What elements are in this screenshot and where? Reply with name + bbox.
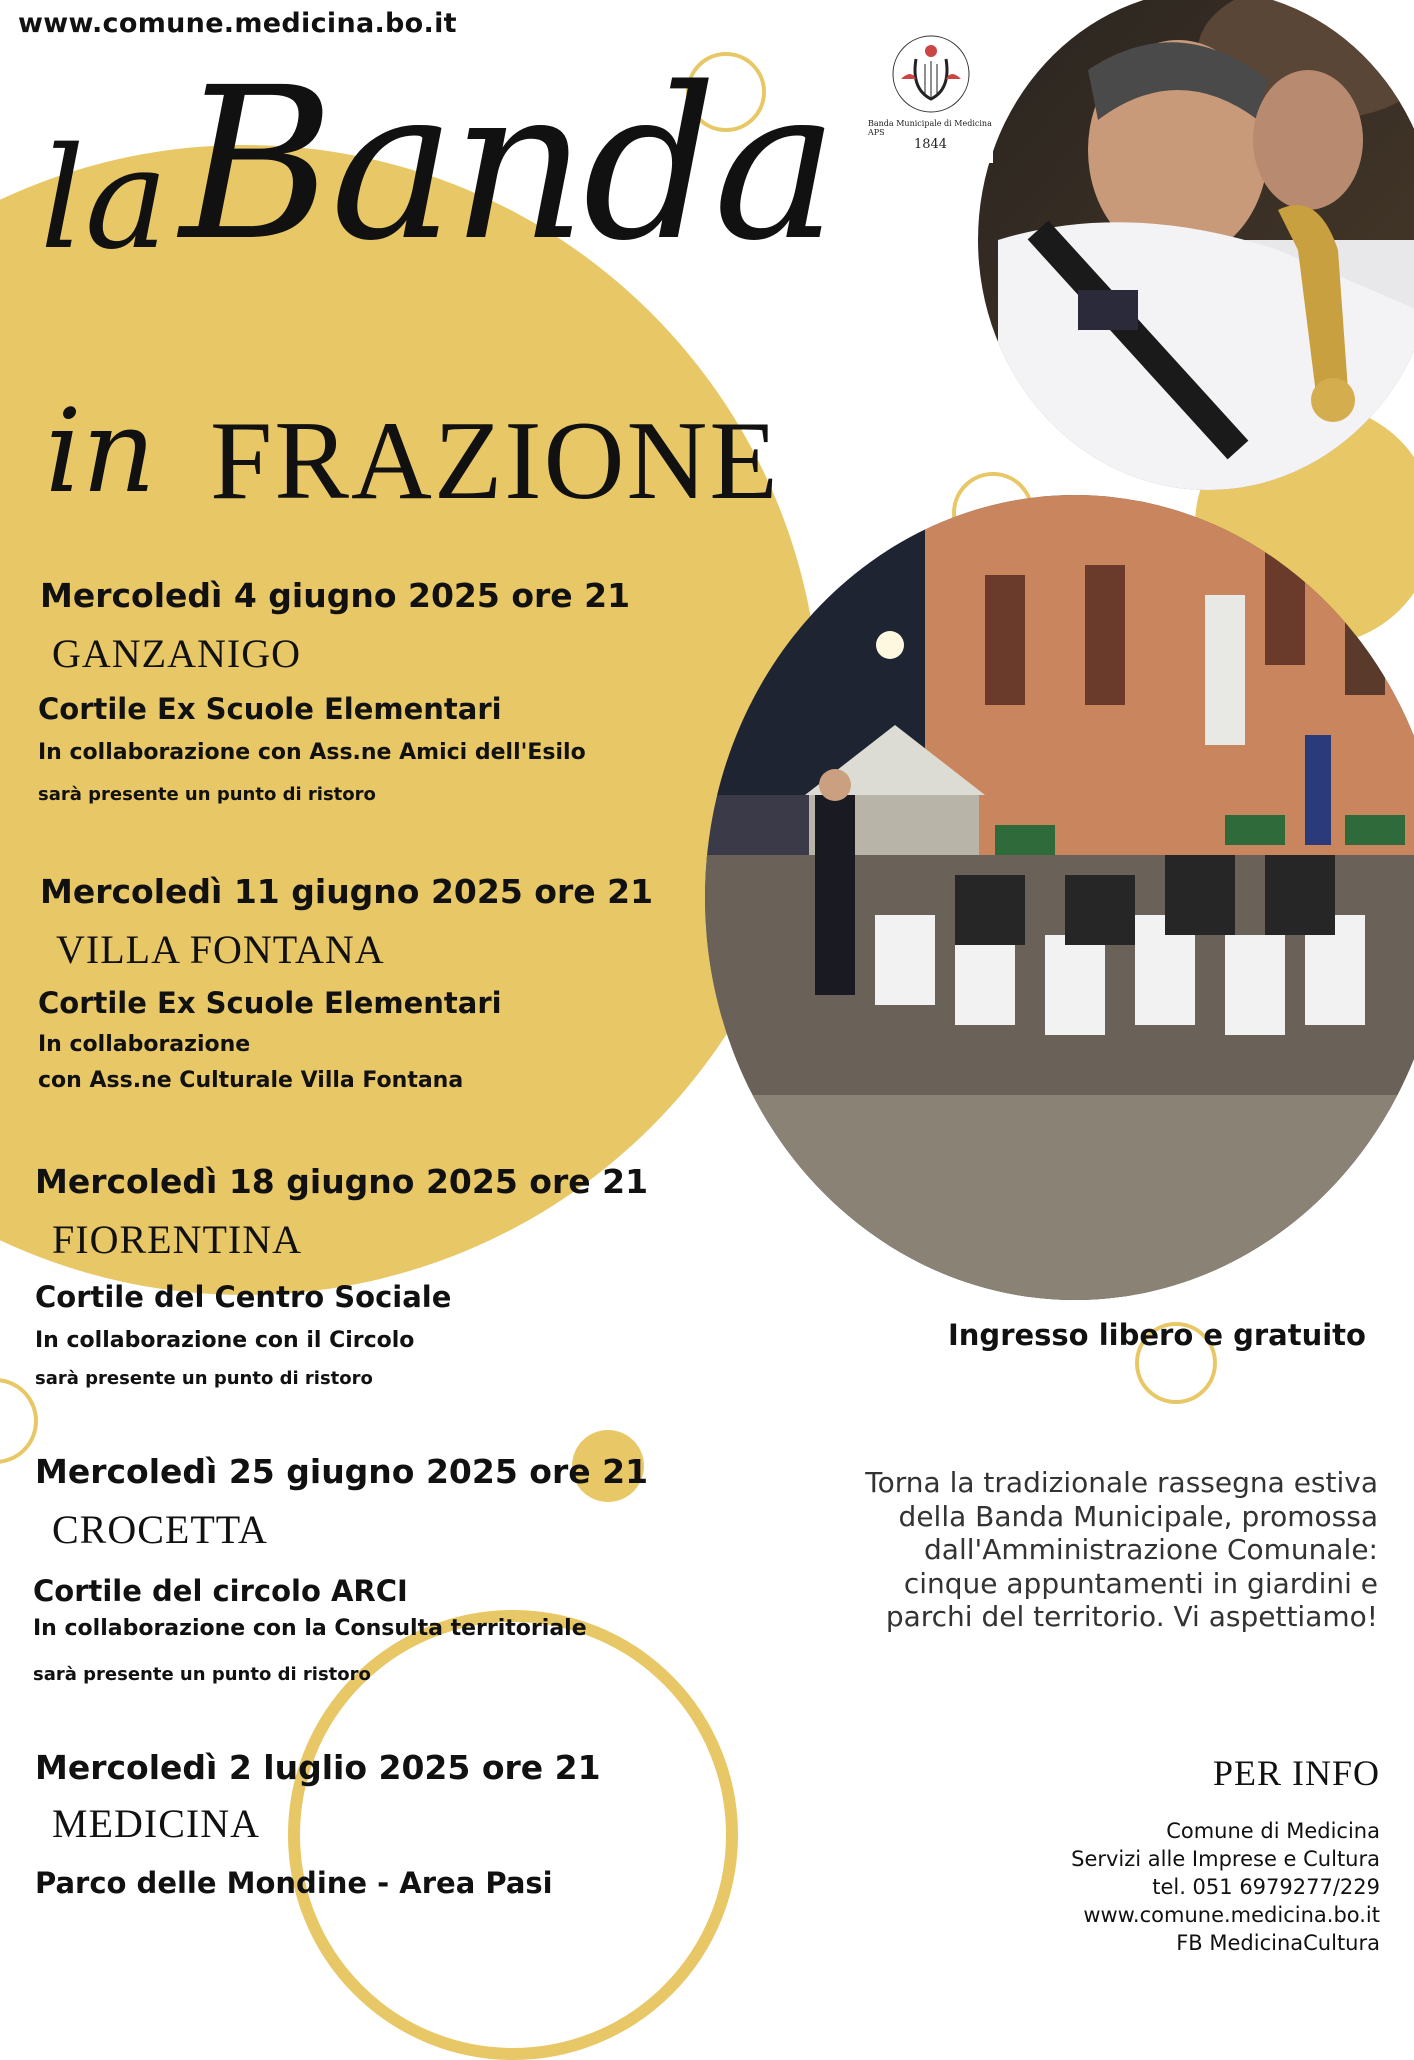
logo-year: 1844	[913, 137, 948, 152]
title-in: in	[45, 385, 156, 519]
contact-website: www.comune.medicina.bo.it	[1083, 1902, 1380, 1927]
contact-facebook: FB MedicinaCultura	[1176, 1930, 1380, 1955]
per-info-heading: PER INFO	[1212, 1753, 1380, 1793]
contact-phone: tel. 051 6979277/229	[1152, 1874, 1380, 1899]
ring-left-edge	[0, 1378, 38, 1464]
band-concert-photo	[705, 495, 1414, 1300]
title-banda: Banda	[180, 42, 835, 287]
event-2-place: VILLA FONTANA	[56, 927, 385, 972]
event-5-venue: Parco delle Mondine - Area Pasi	[35, 1866, 553, 1900]
contact-line: Servizi alle Imprese e Cultura	[1071, 1846, 1380, 1871]
event-2-venue: Cortile Ex Scuole Elementari	[38, 986, 502, 1020]
logo-caption: Banda Municipale di Medicina APS	[868, 119, 992, 137]
contact-info	[1071, 1818, 1380, 1958]
event-3-place: FIORENTINA	[52, 1217, 302, 1262]
event-2-note: In collaborazione	[38, 1032, 251, 1057]
event-1-place: GANZANIGO	[52, 631, 301, 676]
ingresso-libero: Ingresso libero e gratuito	[948, 1318, 1366, 1352]
event-3-venue: Cortile del Centro Sociale	[35, 1280, 452, 1314]
intro-line: Torna la tradizionale rassegna estiva	[865, 1466, 1378, 1499]
event-5-place: MEDICINA	[52, 1801, 260, 1846]
event-1-extra: sarà presente un punto di ristoro	[38, 784, 376, 805]
event-4-date: Mercoledì 25 giugno 2025 ore 21	[35, 1452, 649, 1491]
intro-line: parchi del territorio. Vi aspettiamo!	[885, 1600, 1378, 1634]
intro-line: della Banda Municipale, promossa	[898, 1499, 1378, 1533]
event-1-venue: Cortile Ex Scuole Elementari	[38, 692, 502, 726]
contact-line: Comune di Medicina	[1166, 1819, 1380, 1843]
intro-line: cinque appuntamenti in giardini e	[903, 1566, 1378, 1600]
event-1-note: In collaborazione con Ass.ne Amici dell'Esilo	[38, 740, 586, 765]
title-la: la	[40, 118, 169, 281]
event-2-note-2: con Ass.ne Culturale Villa Fontana	[38, 1068, 464, 1093]
event-4-note: In collaborazione con la Consulta territoriale	[33, 1616, 587, 1641]
banda-logo	[868, 18, 993, 163]
event-3-extra: sarà presente un punto di ristoro	[35, 1368, 373, 1389]
event-3-date: Mercoledì 18 giugno 2025 ore 21	[35, 1162, 649, 1201]
saxophone-player-photo	[978, 0, 1414, 490]
event-4-extra: sarà presente un punto di ristoro	[33, 1664, 371, 1685]
lyre-emblem-icon	[891, 29, 971, 119]
site-url: www.comune.medicina.bo.it	[18, 8, 457, 39]
event-4-venue: Cortile del circolo ARCI	[33, 1574, 408, 1608]
event-3-note: In collaborazione con il Circolo	[35, 1328, 415, 1353]
event-2-date: Mercoledì 11 giugno 2025 ore 21	[40, 872, 654, 911]
title-frazione: FRAZIONE	[210, 399, 780, 523]
event-4-place: CROCETTA	[52, 1507, 268, 1552]
event-5-date: Mercoledì 2 luglio 2025 ore 21	[35, 1748, 601, 1787]
event-1-date: Mercoledì 4 giugno 2025 ore 21	[40, 576, 631, 615]
intro-line: dall'Amministrazione Comunale:	[924, 1533, 1378, 1567]
intro-paragraph	[758, 1466, 1378, 1634]
